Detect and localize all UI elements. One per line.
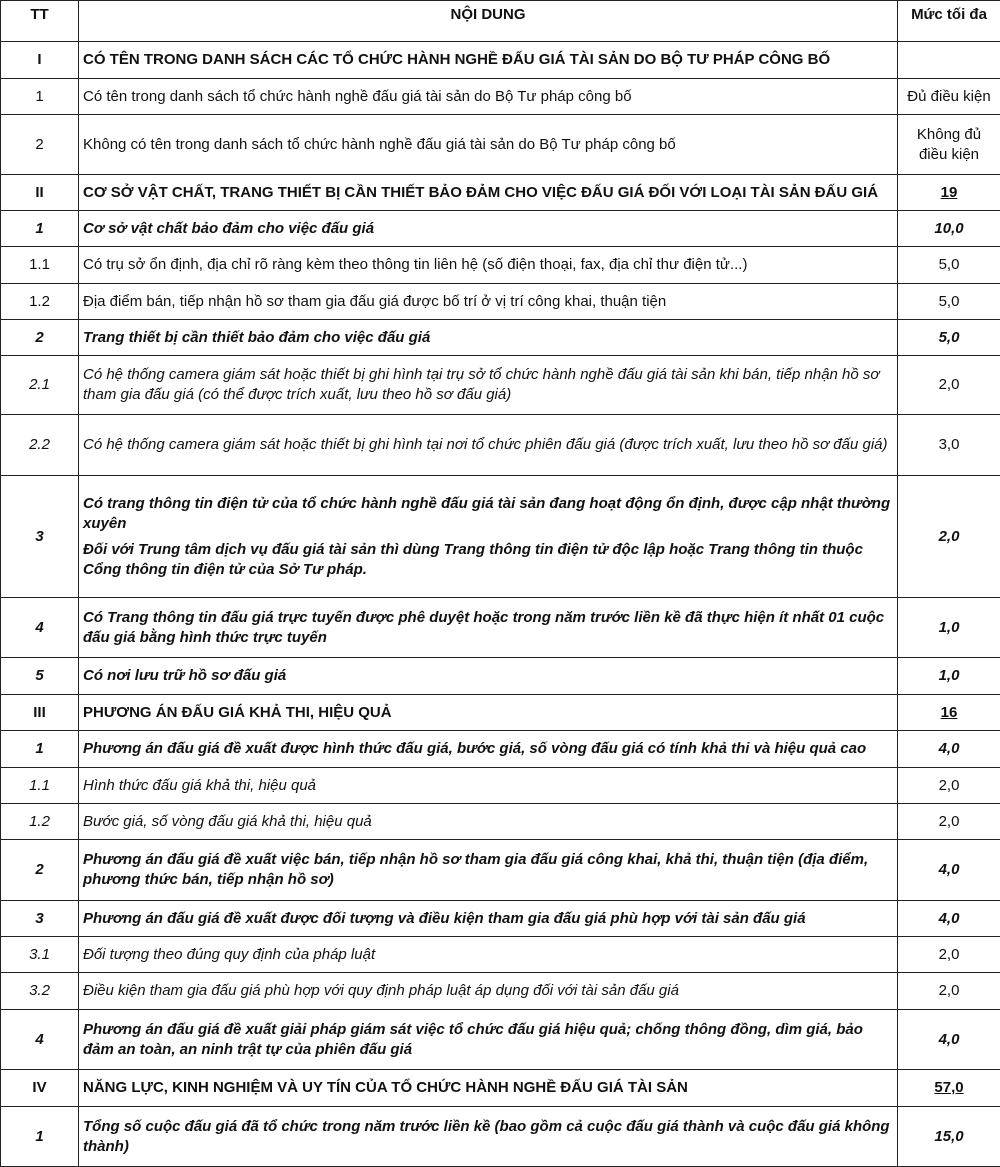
row-content: Có trụ sở ổn định, địa chỉ rõ ràng kèm theo thông tin liên hệ (số điện thoại, fax, địa chỉ thư điện tử...) bbox=[79, 247, 898, 284]
row-tt: 1 bbox=[1, 731, 79, 768]
table-row bbox=[1, 658, 1000, 695]
header-row bbox=[1, 1, 1000, 42]
row-content: CƠ SỞ VẬT CHẤT, TRANG THIẾT BỊ CẦN THIẾT BẢO ĐẢM CHO VIỆC ĐẤU GIÁ ĐỐI VỚI LOẠI TÀI SẢN ĐẤU GIÁ bbox=[79, 175, 898, 211]
table-row bbox=[1, 415, 1000, 476]
row-content: NĂNG LỰC, KINH NGHIỆM VÀ UY TÍN CỦA TỔ CHỨC HÀNH NGHỀ ĐẤU GIÁ TÀI SẢN bbox=[79, 1070, 898, 1107]
row-tt: 2 bbox=[1, 320, 79, 356]
row-score: 5,0 bbox=[898, 320, 1000, 356]
header-tt: TT bbox=[1, 1, 79, 42]
row-score: Đủ điều kiện bbox=[898, 79, 1000, 115]
row-content: Phương án đấu giá đề xuất việc bán, tiếp nhận hồ sơ tham gia đấu giá công khai, khả thi, thuận tiện (địa điểm, phương thức bán, tiếp nhận hồ sơ) bbox=[79, 840, 898, 901]
row-tt: 1 bbox=[1, 1107, 79, 1167]
row-score bbox=[898, 42, 1000, 79]
row-score-value: 16 bbox=[941, 704, 958, 721]
row-tt: 1 bbox=[1, 79, 79, 115]
row-content: Tổng số cuộc đấu giá đã tổ chức trong năm trước liền kề (bao gồm cả cuộc đấu giá thành và cuộc đấu giá không thành) bbox=[79, 1107, 898, 1167]
section-row-ii bbox=[1, 175, 1000, 211]
row-score: 2,0 bbox=[898, 804, 1000, 840]
table-row bbox=[1, 115, 1000, 175]
table-row bbox=[1, 840, 1000, 901]
row-score: 4,0 bbox=[898, 731, 1000, 768]
row-tt: 3.2 bbox=[1, 973, 79, 1010]
row-content: Có tên trong danh sách tổ chức hành nghề đấu giá tài sản do Bộ Tư pháp công bố bbox=[79, 79, 898, 115]
row-tt: 2.2 bbox=[1, 415, 79, 476]
row-content bbox=[79, 476, 898, 598]
row-content: Điều kiện tham gia đấu giá phù hợp với quy định pháp luật áp dụng đối với tài sản đấu giá bbox=[79, 973, 898, 1010]
row-score-value: 57,0 bbox=[934, 1079, 963, 1096]
row-content: Phương án đấu giá đề xuất giải pháp giám sát việc tổ chức đấu giá hiệu quả; chống thông đồng, dìm giá, bảo đảm an toàn, an ninh trật tự của phiên đấu giá bbox=[79, 1010, 898, 1070]
table-row bbox=[1, 356, 1000, 415]
row-score: 2,0 bbox=[898, 476, 1000, 598]
row-content: Đối tượng theo đúng quy định của pháp luật bbox=[79, 937, 898, 973]
row-content: Địa điểm bán, tiếp nhận hồ sơ tham gia đấu giá được bố trí ở vị trí công khai, thuận tiện bbox=[79, 284, 898, 320]
table-row bbox=[1, 598, 1000, 658]
row-tt: I bbox=[1, 42, 79, 79]
row-content: CÓ TÊN TRONG DANH SÁCH CÁC TỔ CHỨC HÀNH NGHỀ ĐẤU GIÁ TÀI SẢN DO BỘ TƯ PHÁP CÔNG BỐ bbox=[79, 42, 898, 79]
row-tt: 2 bbox=[1, 115, 79, 175]
table-row bbox=[1, 804, 1000, 840]
table-row bbox=[1, 211, 1000, 247]
row-content: Bước giá, số vòng đấu giá khả thi, hiệu quả bbox=[79, 804, 898, 840]
table-row bbox=[1, 476, 1000, 598]
row-tt: 1.1 bbox=[1, 247, 79, 284]
row-tt: 3.1 bbox=[1, 937, 79, 973]
table-row bbox=[1, 320, 1000, 356]
row-score: 4,0 bbox=[898, 901, 1000, 937]
row-score: Không đủ điều kiện bbox=[898, 115, 1000, 175]
row-content: Không có tên trong danh sách tổ chức hành nghề đấu giá tài sản do Bộ Tư pháp công bố bbox=[79, 115, 898, 175]
row-content-note: Đối với Trung tâm dịch vụ đấu giá tài sản thì dùng Trang thông tin điện tử độc lập hoặc Trang thông tin thuộc Cổng thông tin điện tử của Sở Tư pháp. bbox=[83, 540, 893, 580]
row-content-paragraph: Có trang thông tin điện tử của tổ chức hành nghề đấu giá tài sản đang hoạt động ổn định, được cập nhật thường xuyên bbox=[83, 494, 893, 534]
row-score-value: 19 bbox=[941, 184, 958, 201]
row-tt: 3 bbox=[1, 476, 79, 598]
section-row-iv bbox=[1, 1070, 1000, 1107]
row-content: Có hệ thống camera giám sát hoặc thiết bị ghi hình tại nơi tổ chức phiên đấu giá (được trích xuất, lưu theo hồ sơ đấu giá) bbox=[79, 415, 898, 476]
section-row-iii bbox=[1, 695, 1000, 731]
table-row bbox=[1, 247, 1000, 284]
row-score: 5,0 bbox=[898, 247, 1000, 284]
row-score: 2,0 bbox=[898, 937, 1000, 973]
row-tt: 3 bbox=[1, 901, 79, 937]
table-row bbox=[1, 768, 1000, 804]
row-score: 15,0 bbox=[898, 1107, 1000, 1167]
row-tt: 2.1 bbox=[1, 356, 79, 415]
row-tt: 1.1 bbox=[1, 768, 79, 804]
row-tt: IV bbox=[1, 1070, 79, 1107]
row-tt: 2 bbox=[1, 840, 79, 901]
row-content: Có Trang thông tin đấu giá trực tuyến được phê duyệt hoặc trong năm trước liền kề đã thực hiện ít nhất 01 cuộc đấu giá bằng hình thức trực tuyến bbox=[79, 598, 898, 658]
header-score: Mức tối đa bbox=[898, 1, 1000, 42]
table-row bbox=[1, 973, 1000, 1010]
row-score bbox=[898, 695, 1000, 731]
row-score: 5,0 bbox=[898, 284, 1000, 320]
row-tt: II bbox=[1, 175, 79, 211]
row-content: PHƯƠNG ÁN ĐẤU GIÁ KHẢ THI, HIỆU QUẢ bbox=[79, 695, 898, 731]
table-row bbox=[1, 731, 1000, 768]
row-content: Có nơi lưu trữ hồ sơ đấu giá bbox=[79, 658, 898, 695]
row-score: 4,0 bbox=[898, 840, 1000, 901]
row-content: Phương án đấu giá đề xuất được hình thức đấu giá, bước giá, số vòng đấu giá có tính khả thi và hiệu quả cao bbox=[79, 731, 898, 768]
table-row bbox=[1, 79, 1000, 115]
row-tt: 4 bbox=[1, 598, 79, 658]
row-score: 2,0 bbox=[898, 973, 1000, 1010]
row-tt: 1.2 bbox=[1, 804, 79, 840]
row-tt: 5 bbox=[1, 658, 79, 695]
table-row bbox=[1, 1107, 1000, 1167]
row-score: 3,0 bbox=[898, 415, 1000, 476]
row-score bbox=[898, 1070, 1000, 1107]
row-tt: 4 bbox=[1, 1010, 79, 1070]
table-row bbox=[1, 1010, 1000, 1070]
row-tt: 1.2 bbox=[1, 284, 79, 320]
row-tt: III bbox=[1, 695, 79, 731]
row-score bbox=[898, 175, 1000, 211]
row-score: 10,0 bbox=[898, 211, 1000, 247]
row-content: Trang thiết bị cần thiết bảo đảm cho việc đấu giá bbox=[79, 320, 898, 356]
row-score: 1,0 bbox=[898, 658, 1000, 695]
table-row bbox=[1, 937, 1000, 973]
header-content: NỘI DUNG bbox=[79, 1, 898, 42]
row-tt: 1 bbox=[1, 211, 79, 247]
table-row bbox=[1, 901, 1000, 937]
row-content: Phương án đấu giá đề xuất được đối tượng và điều kiện tham gia đấu giá phù hợp với tài sản đấu giá bbox=[79, 901, 898, 937]
row-score: 1,0 bbox=[898, 598, 1000, 658]
section-row-i bbox=[1, 42, 1000, 79]
table-row bbox=[1, 284, 1000, 320]
row-content: Cơ sở vật chất bảo đảm cho việc đấu giá bbox=[79, 211, 898, 247]
row-content: Có hệ thống camera giám sát hoặc thiết bị ghi hình tại trụ sở tổ chức hành nghề đấu giá tài sản khi bán, tiếp nhận hồ sơ tham gia đấu giá (có thể được trích xuất, lưu theo hồ sơ đấu giá) bbox=[79, 356, 898, 415]
row-score: 2,0 bbox=[898, 356, 1000, 415]
row-score: 4,0 bbox=[898, 1010, 1000, 1070]
row-content: Hình thức đấu giá khả thi, hiệu quả bbox=[79, 768, 898, 804]
row-score: 2,0 bbox=[898, 768, 1000, 804]
